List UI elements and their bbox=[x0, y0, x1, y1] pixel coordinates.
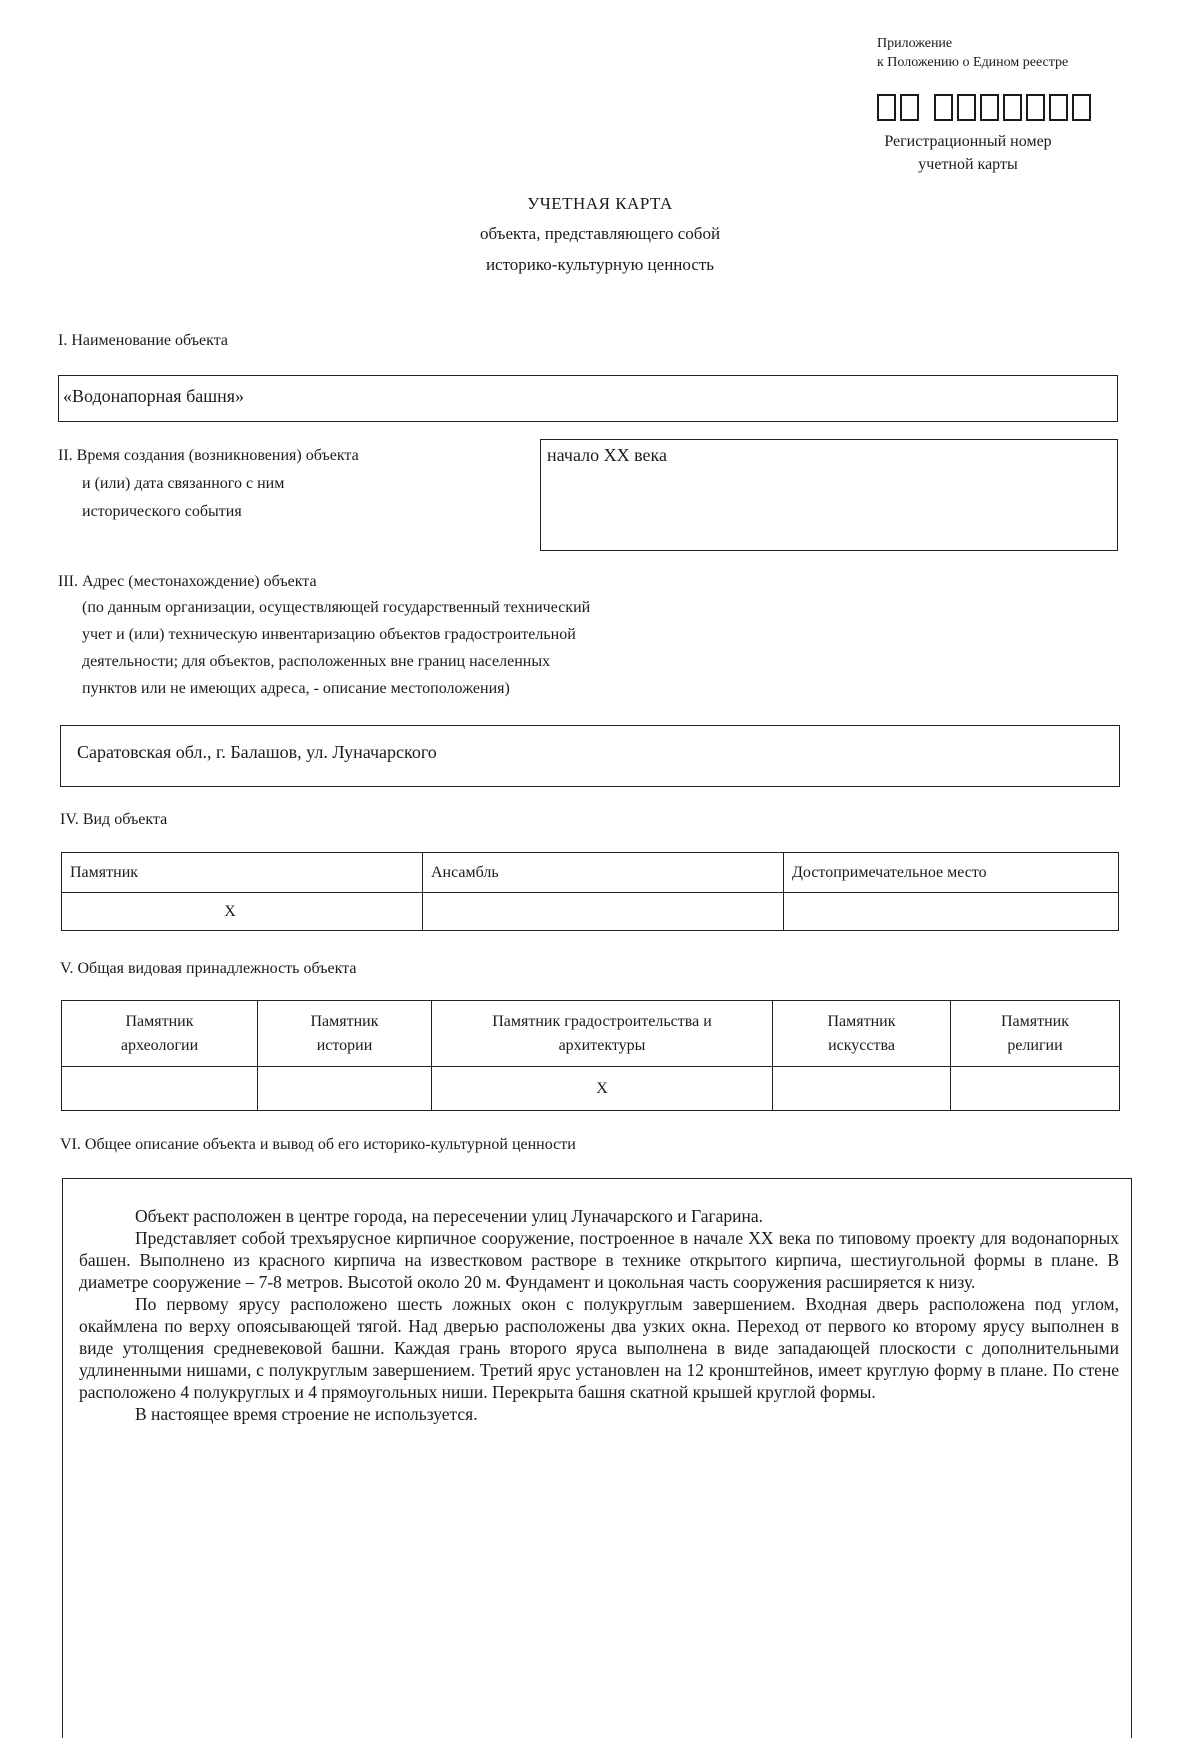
type-header-monument: Памятник bbox=[62, 853, 423, 893]
category-header-architecture bbox=[432, 1001, 773, 1067]
registration-number-boxes bbox=[877, 94, 1095, 121]
reg-label-line-2: учетной карты bbox=[918, 156, 1018, 173]
reg-digit-box bbox=[1072, 94, 1091, 121]
object-name-value: «Водонапорная башня» bbox=[63, 386, 244, 406]
title-sub-1: объекта, представляющего собой bbox=[479, 224, 721, 243]
category-header-history-line-2: истории bbox=[316, 1036, 373, 1054]
category-header-religion bbox=[951, 1001, 1120, 1067]
type-mark-monument: Х bbox=[62, 893, 423, 931]
category-header-archaeology bbox=[62, 1001, 258, 1067]
category-mark-religion bbox=[951, 1067, 1120, 1111]
category-header-art bbox=[773, 1001, 951, 1067]
table-row bbox=[62, 1067, 1120, 1111]
reg-digit-box bbox=[1049, 94, 1068, 121]
section-6-label: VI. Общее описание объекта и вывод об его историко-культурной ценности bbox=[60, 1136, 576, 1153]
document-title bbox=[400, 190, 800, 280]
appendix-reference bbox=[877, 34, 1068, 72]
reg-digit-box bbox=[900, 94, 919, 121]
table-header-row bbox=[62, 1001, 1120, 1067]
description-paragraph-4: В настоящее время строение не используется. bbox=[135, 1404, 478, 1424]
category-header-art-line-1: Памятник bbox=[827, 1012, 896, 1030]
category-header-archaeology-line-1: Памятник bbox=[125, 1012, 194, 1030]
description-paragraph-1: Объект расположен в центре города, на пересечении улиц Луначарского и Гагарина. bbox=[135, 1206, 764, 1226]
creation-date-field bbox=[540, 439, 1118, 551]
description-paragraph-3: По первому ярусу расположено шесть ложных окон с полукруглым завершением. Входная дверь расположена под углом, окаймлена по верху опоясывающей тягой. Над дверью расположены два узких окна. Переход от первого ко второму ярусу выполнен в виде утолщения средневековой башни. Каждая грань второго яруса выполнена в виде западающей плоскости с дополнительными удлиненными нишами, с полукруглым завершением. Третий ярус установлен на 12 кронштейнов, имеет круглую форму в плане. По стене расположено 4 полукруглых и 4 прямоугольных ниши. Перекрыта башня скатной крышей круглой формы. bbox=[79, 1294, 1119, 1402]
reg-digit-box bbox=[877, 94, 896, 121]
section-2-label-line-2: и (или) дата связанного с ним bbox=[82, 475, 285, 492]
section-4-label: IV. Вид объекта bbox=[60, 811, 168, 828]
section-3-label-line-5: пунктов или не имеющих адреса, - описание местоположения) bbox=[82, 680, 510, 697]
type-header-ensemble: Ансамбль bbox=[423, 853, 784, 893]
reg-digit-box bbox=[1026, 94, 1045, 121]
section-3-label-line-2: (по данным организации, осуществляющей государственный технический bbox=[82, 599, 591, 616]
appendix-line-2: к Положению о Едином реестре bbox=[877, 55, 1069, 70]
category-mark-history bbox=[258, 1067, 432, 1111]
creation-date-value: начало ХХ века bbox=[547, 445, 667, 465]
section-5-label: V. Общая видовая принадлежность объекта bbox=[60, 960, 357, 977]
reg-digit-box bbox=[957, 94, 976, 121]
table-row bbox=[62, 893, 1119, 931]
category-header-religion-line-1: Памятник bbox=[1000, 1012, 1070, 1030]
title-sub-2: историко-культурную ценность bbox=[485, 255, 715, 274]
object-category-table bbox=[61, 1000, 1120, 1111]
description-field bbox=[62, 1178, 1132, 1738]
category-mark-archaeology bbox=[62, 1067, 258, 1111]
category-mark-art bbox=[773, 1067, 951, 1111]
reg-label-line-1: Регистрационный номер bbox=[884, 133, 1052, 150]
category-header-history-line-1: Памятник bbox=[310, 1012, 379, 1030]
description-text bbox=[79, 1205, 1119, 1425]
registration-number-label bbox=[868, 130, 1068, 176]
category-header-archaeology-line-2: археологии bbox=[120, 1036, 199, 1054]
category-mark-architecture: Х bbox=[432, 1067, 773, 1111]
title-main: УЧЕТНАЯ КАРТА bbox=[527, 194, 673, 213]
reg-digit-box bbox=[934, 94, 953, 121]
category-header-history bbox=[258, 1001, 432, 1067]
section-3-label-line-3: учет и (или) техническую инвентаризацию объектов градостроительной bbox=[82, 626, 576, 643]
reg-digit-box bbox=[980, 94, 999, 121]
object-type-table bbox=[61, 852, 1119, 931]
type-header-landmark: Достопримечательное место bbox=[784, 853, 1119, 893]
section-1-label: I. Наименование объекта bbox=[58, 332, 228, 349]
category-header-art-line-2: искусства bbox=[828, 1036, 895, 1054]
object-name-field bbox=[58, 375, 1118, 422]
table-header-row bbox=[62, 853, 1119, 893]
type-mark-ensemble bbox=[423, 893, 784, 931]
section-2-label bbox=[58, 442, 359, 470]
address-value: Саратовская обл., г. Балашов, ул. Луначарского bbox=[77, 742, 437, 762]
section-2-label-line-3: исторического события bbox=[82, 503, 242, 520]
section-2-label-line-1: II. Время создания (возникновения) объекта bbox=[58, 447, 359, 464]
description-paragraph-2: Представляет собой трехъярусное кирпичное сооружение, построенное в начале ХХ века по типовому проекту для водонапорных башен. Выполнено из красного кирпича на известковом растворе в технике открытого кирпича, шестиугольной формы в плане. В диаметре сооружение – 7-8 метров. Высотой около 20 м. Фундамент и цокольная часть сооружения расширяется к низу. bbox=[79, 1228, 1119, 1292]
category-header-architecture-line-2: архитектуры bbox=[558, 1036, 646, 1054]
type-mark-landmark bbox=[784, 893, 1119, 931]
category-header-architecture-line-1: Памятник градостроительства и bbox=[492, 1012, 712, 1030]
address-field bbox=[60, 725, 1120, 787]
section-3-label-line-1: III. Адрес (местонахождение) объекта bbox=[58, 573, 317, 590]
section-3-label-line-4: деятельности; для объектов, расположенных вне границ населенных bbox=[82, 653, 551, 670]
reg-digit-box bbox=[1003, 94, 1022, 121]
category-header-religion-line-2: религии bbox=[1007, 1036, 1063, 1054]
appendix-line-1: Приложение bbox=[877, 36, 953, 51]
